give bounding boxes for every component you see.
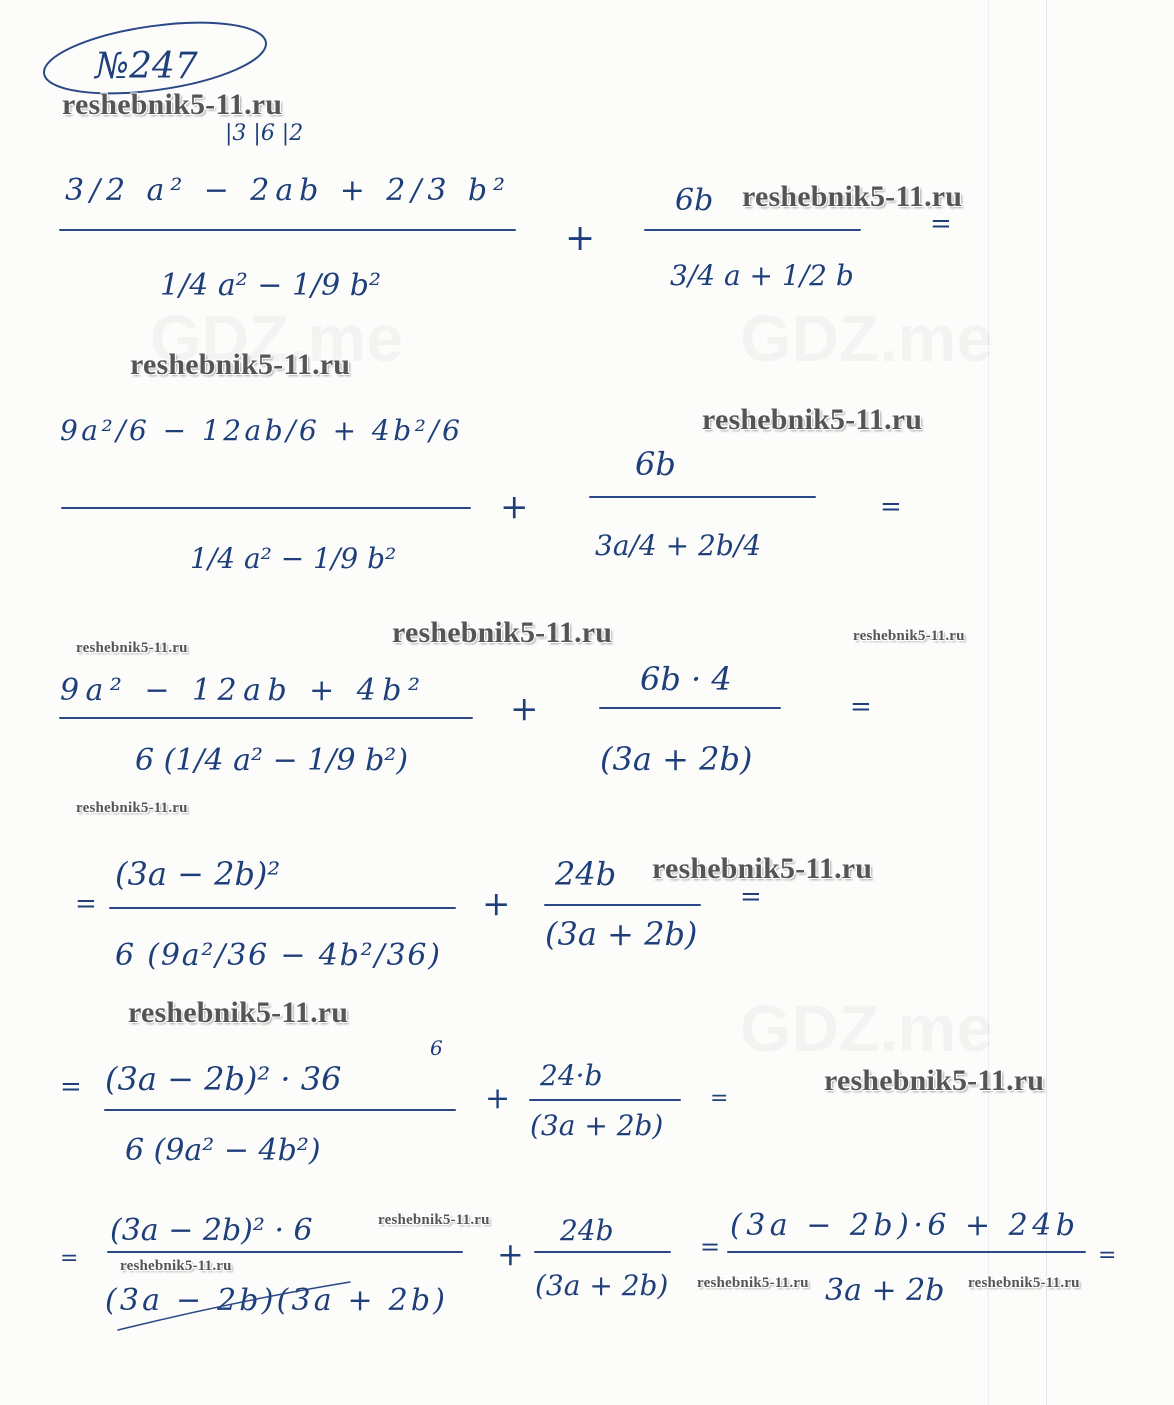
equals-sign: = [60, 1246, 79, 1271]
equals-sign: = [700, 1233, 721, 1261]
equals-sign: = [710, 1086, 729, 1111]
step6-result-numerator: (3a − 2b)·6 + 24b [730, 1208, 1075, 1243]
site-watermark: reshebnik5-11.ru [968, 1275, 1080, 1291]
step4-denominator: 6 (9a²/36 − 4b²/36) [115, 938, 440, 973]
step1-right-denominator: 3/4 a + 1/2 b [670, 259, 854, 292]
step2-numerator: 9a²/6 − 12ab/6 + 4b²/6 [60, 414, 460, 447]
site-watermark: reshebnik5-11.ru [128, 996, 349, 1029]
step5-numerator: (3a − 2b)² · 36 [105, 1060, 342, 1098]
step4-right-denominator: (3a + 2b) [545, 915, 698, 953]
step6-right-denominator: (3a + 2b) [535, 1269, 669, 1302]
step6-denominator: (3a − 2b)(3a + 2b) [105, 1283, 445, 1318]
site-watermark: reshebnik5-11.ru [392, 616, 613, 649]
scale-factor: 6 [430, 1036, 443, 1060]
equals-sign: = [740, 882, 762, 912]
site-watermark: reshebnik5-11.ru [120, 1258, 232, 1274]
equals-sign: = [850, 692, 872, 722]
step4-right-numerator: 24b [555, 855, 617, 893]
site-watermark: reshebnik5-11.ru [824, 1064, 1045, 1097]
step1-right-numerator: 6b [675, 183, 714, 218]
site-watermark: reshebnik5-11.ru [742, 180, 963, 213]
plus-sign: + [565, 218, 596, 259]
equals-sign: = [930, 209, 952, 239]
equals-sign: = [60, 1072, 82, 1102]
step4-numerator: (3a − 2b)² [115, 855, 281, 893]
step3-numerator: 9a² − 12ab + 4b² [60, 673, 420, 708]
equals-sign: = [880, 492, 902, 522]
site-watermark: reshebnik5-11.ru [652, 852, 873, 885]
step5-right-denominator: (3a + 2b) [530, 1109, 664, 1142]
site-watermark: reshebnik5-11.ru [76, 640, 188, 656]
step1-denominator: 1/4 a² − 1/9 b² [160, 268, 381, 303]
step6-numerator: (3a − 2b)² · 6 [110, 1213, 313, 1248]
plus-sign: + [510, 689, 539, 729]
site-watermark: reshebnik5-11.ru [697, 1275, 809, 1291]
step3-right-numerator: 6b · 4 [640, 660, 732, 698]
site-watermark: reshebnik5-11.ru [702, 403, 923, 436]
problem-number: №247 [95, 46, 198, 87]
step6-right-numerator: 24b [560, 1214, 614, 1247]
plus-sign: + [482, 884, 511, 924]
plus-sign: + [500, 487, 529, 527]
step2-right-numerator: 6b [635, 445, 676, 483]
site-watermark: reshebnik5-11.ru [130, 348, 351, 381]
step2-right-denominator: 3a/4 + 2b/4 [595, 529, 762, 562]
scale-factors: |3 |6 |2 [225, 121, 304, 146]
site-watermark: reshebnik5-11.ru [378, 1212, 490, 1228]
step3-right-denominator: (3a + 2b) [600, 740, 753, 778]
step6-result-denominator: 3a + 2b [825, 1273, 945, 1308]
step5-right-numerator: 24·b [540, 1059, 603, 1092]
site-watermark: reshebnik5-11.ru [62, 88, 283, 121]
step3-denominator: 6 (1/4 a² − 1/9 b²) [135, 743, 409, 778]
equals-sign: = [75, 889, 97, 919]
step1-numerator: 3/2 a² − 2ab + 2/3 b² [65, 173, 506, 208]
plus-sign: + [485, 1081, 511, 1116]
equals-sign: = [1098, 1243, 1117, 1268]
plus-sign: + [497, 1235, 524, 1273]
step5-denominator: 6 (9a² − 4b²) [125, 1133, 321, 1168]
site-watermark: reshebnik5-11.ru [76, 800, 188, 816]
step2-denominator: 1/4 a² − 1/9 b² [190, 542, 397, 575]
site-watermark: reshebnik5-11.ru [853, 628, 965, 644]
